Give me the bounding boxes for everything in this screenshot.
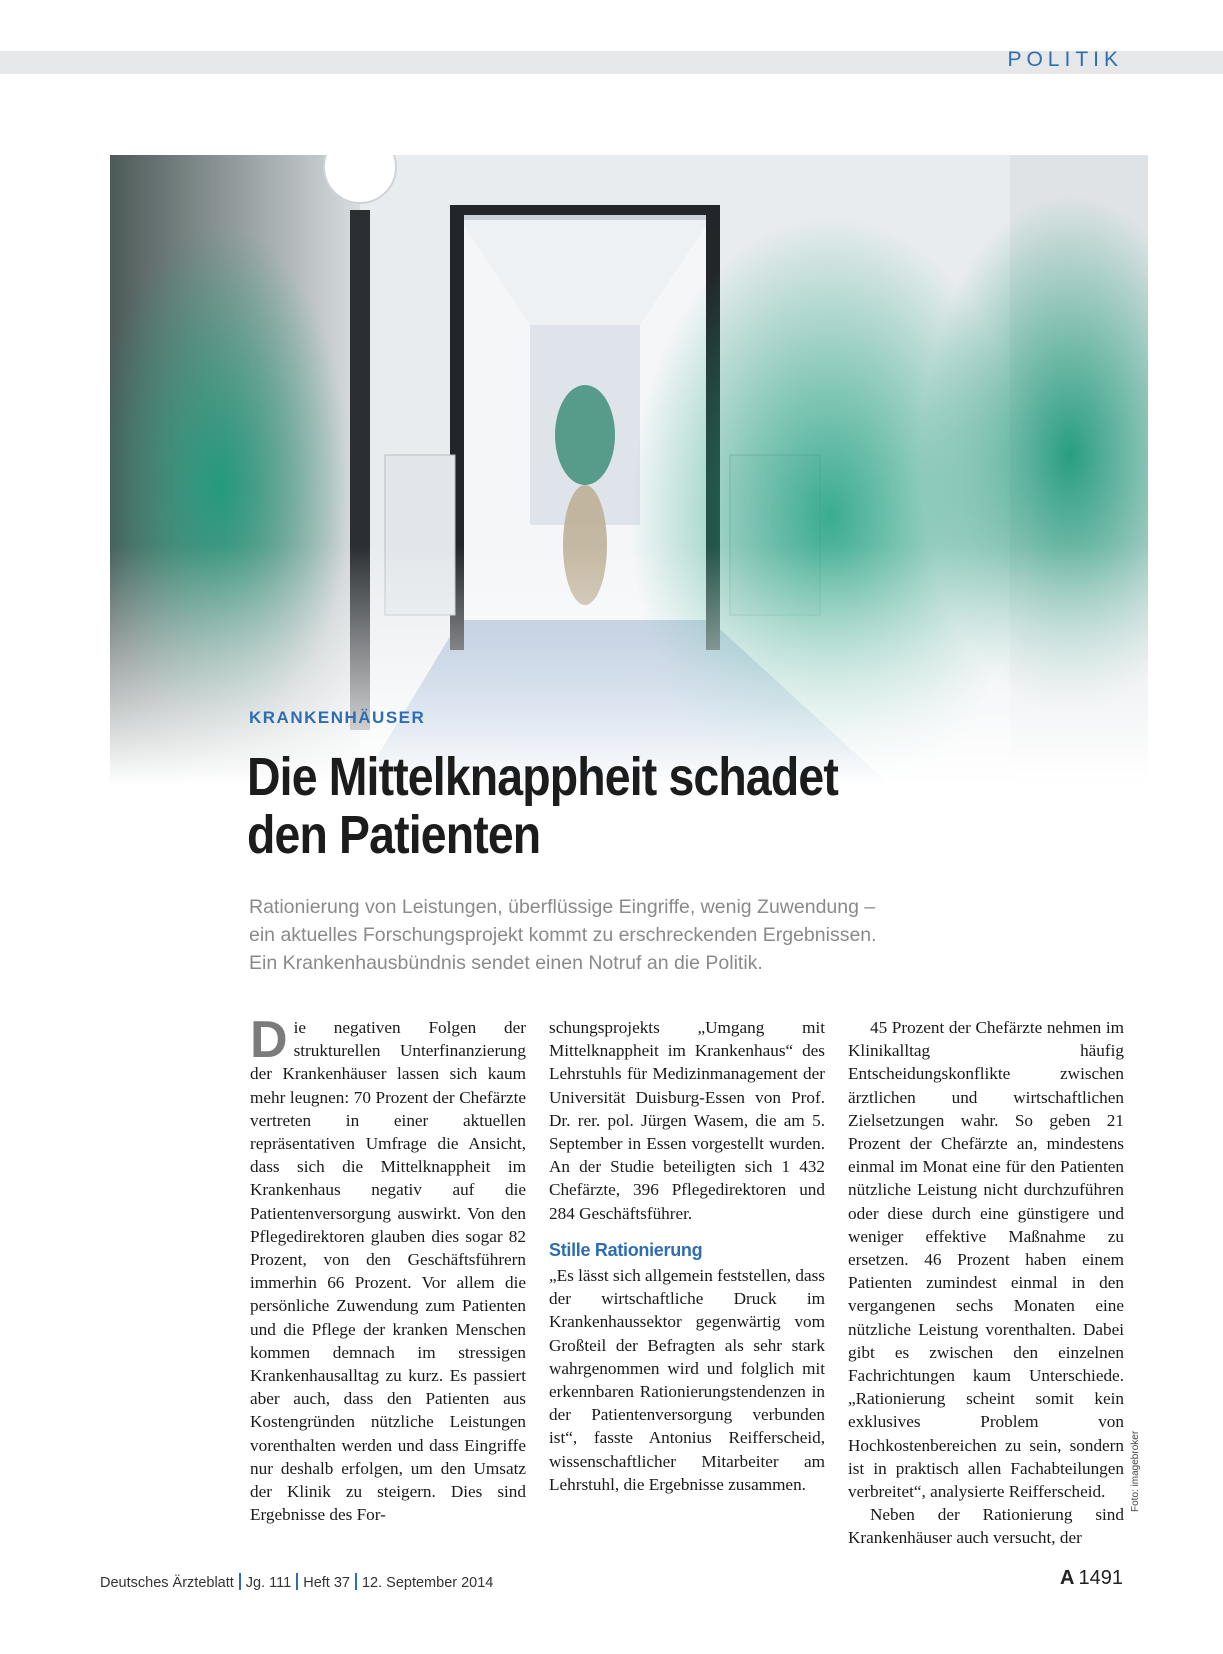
section-subhead: Stille Rationierung <box>549 1239 703 1260</box>
deck-line: Rationierung von Leistungen, überflüssige Eingriffe, wenig Zuwendung – <box>249 896 876 918</box>
body-paragraph: 45 Prozent der Chefärzte nehmen im Klinikalltag häufig Entscheidungskonflikte zwischen ärztlichen und wirtschaftlichen Zielsetzungen wahr. So geben 21 Prozent der Chefärzte an, mindestens einmal im Monat eine für den Patienten nützliche Leistung nicht durchzuführen oder diese durch eine günstigere und weniger effektive Maßnahme zu ersetzen. 46 Prozent haben einem Patienten zumindest einmal in den vergangenen sechs Monaten eine nützliche Leistung vorenthalten. Dabei gibt es zwischen den einzelnen Fachrichtungen kaum Unterschiede. „Rationierung scheint somit kein exklusives Problem von Hochkostenbereichen zu sein, sondern ist in praktisch allen Fachabteilungen verbreitet“, analysierte Reifferscheid. <box>848 1018 1124 1502</box>
volume: Jg. 111 <box>245 1575 292 1591</box>
issue: Heft 37 <box>303 1575 350 1591</box>
page-number <box>1060 1567 1123 1590</box>
footer-separator <box>296 1573 298 1590</box>
headline-line: den Patienten <box>247 805 541 865</box>
page-prefix: A <box>1060 1567 1075 1589</box>
section-label: POLITIK <box>1007 48 1123 71</box>
deck-line: ein aktuelles Forschungsprojekt kommt zu erschreckenden Ergebnissen. <box>249 924 877 946</box>
hero-photo <box>110 155 1148 785</box>
footer-separator <box>239 1573 241 1590</box>
footer-separator <box>355 1573 357 1590</box>
article-overline: KRANKENHÄUSER <box>249 708 426 727</box>
issue-date: 12. September 2014 <box>361 1575 494 1591</box>
body-column-3 <box>848 1016 1124 1550</box>
body-paragraph: Neben der Rationierung sind Krankenhäuser auch versucht, der <box>848 1505 1124 1548</box>
headline-line: Die Mittelknappheit schadet <box>247 747 838 807</box>
drop-cap: D <box>250 1011 288 1069</box>
body-column-1 <box>250 1011 526 1526</box>
body-column-2 <box>549 1016 825 1496</box>
photo-credit: Foto: imagebroker <box>1130 1430 1141 1512</box>
deck-line: Ein Krankenhausbündnis sendet einen Notruf an die Politik. <box>249 952 763 974</box>
page-number-value: 1491 <box>1078 1567 1123 1589</box>
body-paragraph: ie negativen Folgen der strukturellen Unterfinanzierung der Krankenhäuser lassen sich kaum mehr leugnen: 70 Prozent der Chefärzte vertreten in einer aktuellen repräsentativen Umfrage die Ansicht, dass sich die Mittelknappheit im Krankenhaus negativ auf die Patientenversorgung auswirkt. Von den Pflegedirektoren glauben dies sogar 82 Prozent, von den Geschäftsführern immerhin 66 Prozent. Vor allem die persönliche Zuwendung zum Patienten und die Pflege der kranken Menschen kommen demnach im stressigen Krankenhausalltag zu kurz. Es passiert aber auch, dass den Patienten aus Kostengründen nützliche Leistungen vorenthalten werden und dass Eingriffe nur deshalb erfolgen, um den Umsatz der Klinik zu steigern. Dies sind Ergebnisse des For- <box>250 1018 526 1525</box>
footer-citation <box>100 1573 493 1591</box>
body-paragraph: schungsprojekts „Umgang mit Mittelknappheit im Krankenhaus“ des Lehrstuhls für Medizinmanagement der Universität Duisburg-Essen von Prof. Dr. rer. pol. Jürgen Wasem, die am 5. September in Essen vorgestellt wurden. An der Studie beteiligten sich 1 432 Chefärzte, 396 Pflegedirektoren und 284 Geschäftsführer. <box>549 1018 825 1223</box>
body-paragraph: „Es lässt sich allgemein feststellen, dass der wirtschaftliche Druck im Krankenhaussektor gegenwärtig vom Großteil der Befragten als sehr stark wahrgenommen wird und folglich mit erkennbaren Rationierungstendenzen in der Patientenversorgung verbunden ist“, fasste Antonius Reifferscheid, wissenschaftlicher Mitarbeiter am Lehrstuhl, die Ergebnisse zusammen. <box>549 1266 825 1494</box>
article-deck <box>249 893 1129 977</box>
article-headline <box>247 748 1021 864</box>
journal-name: Deutsches Ärzteblatt <box>100 1575 234 1591</box>
